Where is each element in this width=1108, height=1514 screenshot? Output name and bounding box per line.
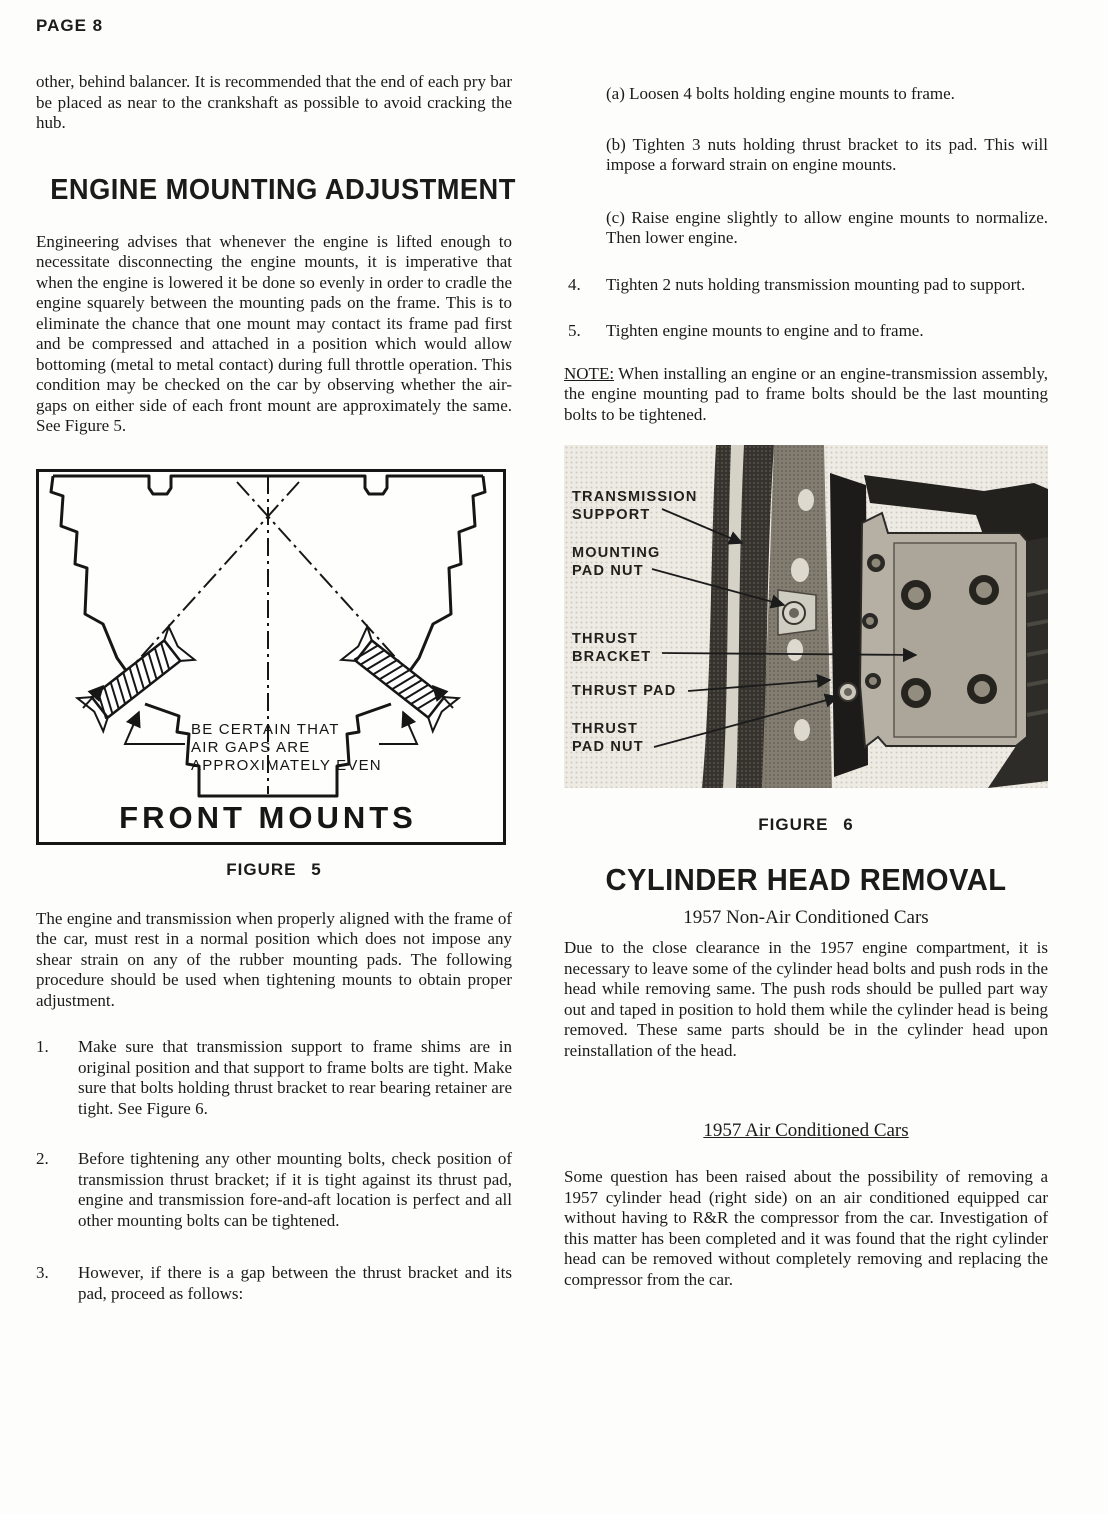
cylinder-head-paragraph: Due to the close clearance in the 1957 engine compartment, it is necessary to leave some of the cylinder head bolts and push rods in the head while removing same. The push rods should be pulled part way out and taped in position to hold them while the cylinder head is being removed. These same parts should be in the cylinder head upon reinstallation of the head.: [564, 938, 1048, 1060]
mounting-pad-nut-label-line2: PAD NUT: [572, 563, 644, 579]
substep-a: (a) Loosen 4 bolts holding engine mounts to frame.: [606, 84, 955, 103]
page-number-label: PAGE 8: [36, 16, 104, 35]
substep-c: (c) Raise engine slightly to allow engine mounts to normalize. Then lower engine.: [606, 207, 1048, 247]
figure5-caption: FIGURE 5: [226, 859, 322, 879]
thrust-pad-label: THRUST PAD: [572, 683, 677, 699]
list-item: [36, 1263, 512, 1304]
left-column: [36, 0, 516, 1514]
right-gap-arrow: [379, 712, 417, 744]
air-gap-annotation-line2: AIR GAPS ARE: [191, 738, 311, 756]
intro-paragraph: other, behind balancer. It is recommended that the end of each pry bar be placed as near to the crankshaft as possible to avoid cracking the hub.: [36, 72, 512, 132]
note-text: When installing an engine or an engine-transmission assembly, the engine mounting pad to frame bolts should be the last mounting bolts to be tightened.: [564, 363, 1048, 424]
centerline-diagonal-right: [237, 482, 405, 668]
list-number: 1.: [36, 1037, 49, 1056]
plate-hole: [791, 558, 809, 582]
list-number: 3.: [36, 1263, 49, 1282]
plate-hole: [787, 639, 803, 661]
list-text: Before tightening any other mounting bolts, check position of transmission thrust bracket; if it is tight against its thrust pad, engine and transmission fore-and-aft location is perfect and all other mounting bolts can be tightened.: [78, 1149, 512, 1230]
transmission-support-photo-icon: [564, 445, 1048, 788]
list-text: However, if there is a gap between the thrust bracket and its pad, proceed as follows:: [78, 1263, 512, 1303]
list-text: Make sure that transmission support to frame shims are in original position and that support to frame bolts are tight. Make sure that bolts holding thrust bracket to rear bearing retainer are tight. See Figure 6.: [78, 1037, 512, 1118]
non-air-conditioned-subtitle: 1957 Non-Air Conditioned Cars: [683, 907, 929, 928]
air-conditioned-paragraph: Some question has been raised about the possibility of removing a 1957 cylinder head (right side) on an air conditioned equipped car without having to R&R the compressor from the car. Investigation of this matter has been completed and it was found that the right cylinder head can be removed without completely removing and replacing the compressor from the car.: [564, 1167, 1048, 1289]
engine-outline-right: [409, 476, 485, 672]
plate-hole: [794, 719, 810, 741]
engine-outline-left: [51, 476, 127, 672]
thrust-pad-nut-label-line1: THRUST: [572, 721, 639, 737]
engine-mounting-paragraph: Engineering advises that whenever the engine is lifted enough to necessitate disconnecting the engine mounts, it is imperative that when the engine is lowered it be done so evenly in order to cradle the engine squarely between the mounting pads on the frame. This is to eliminate the chance that one mount may contact its frame pad first and be compressed and attached in a position which would allow bottoming (metal to metal contact) during full throttle operation. This condition may be checked on the car by observing whether the air-gaps on either side of each front mount are approximately the same. See Figure 5.: [36, 231, 512, 435]
mounting-pad-nut-label-line1: MOUNTING: [572, 545, 661, 561]
list-number: 2.: [36, 1149, 49, 1168]
right-column: [564, 0, 1048, 1514]
transmission-support-label-line1: TRANSMISSION: [572, 489, 698, 505]
list-number: 5.: [568, 321, 581, 340]
air-gap-annotation-line3: APPROXIMATELY EVEN: [191, 756, 382, 774]
mounting-pad-nut-center: [789, 608, 799, 618]
figure6-photo: [564, 445, 1048, 788]
thrust-pad-nut-center: [844, 688, 852, 696]
list-item: [564, 321, 1048, 342]
plate-hole: [798, 489, 814, 511]
thrust-pad-nut-label-line2: PAD NUT: [572, 739, 644, 755]
front-mounts-drawing-icon: [39, 472, 503, 842]
list-number: 4.: [568, 274, 581, 294]
cylinder-head-removal-heading: CYLINDER HEAD REMOVAL: [605, 862, 1007, 897]
thrust-bracket-label-line2: BRACKET: [572, 649, 652, 665]
list-item: [36, 1037, 512, 1119]
note-label: NOTE:: [564, 363, 615, 383]
list-text: Tighten engine mounts to engine and to frame.: [606, 321, 924, 340]
figure6-caption: FIGURE 6: [758, 815, 854, 834]
air-conditioned-subtitle: 1957 Air Conditioned Cars: [703, 1120, 909, 1141]
thrust-bracket-label-line1: THRUST: [572, 631, 639, 647]
alignment-paragraph: The engine and transmission when properly aligned with the frame of the car, must rest in a normal position which does not impose any shear strain on any of the rubber mounting pads. The following procedure should be used when tightening mounts to obtain proper adjustment.: [36, 908, 512, 1010]
front-mounts-title: FRONT MOUNTS: [119, 799, 417, 835]
air-gap-annotation-line1: BE CERTAIN THAT: [191, 720, 340, 738]
note-paragraph: [564, 364, 1048, 426]
list-item: [564, 275, 1048, 296]
figure5-front-mounts-diagram: [36, 469, 506, 845]
transmission-support-label-line2: SUPPORT: [572, 507, 651, 523]
bracket-inner-panel: [894, 543, 1016, 737]
list-item: [36, 1149, 512, 1231]
centerline-diagonal-left: [131, 482, 299, 668]
substep-b: (b) Tighten 3 nuts holding thrust bracket to its pad. This will impose a forward strain on engine mounts.: [606, 134, 1048, 174]
list-text: Tighten 2 nuts holding transmission mounting pad to support.: [606, 274, 1026, 294]
engine-mounting-adjustment-heading: ENGINE MOUNTING ADJUSTMENT: [50, 173, 516, 206]
